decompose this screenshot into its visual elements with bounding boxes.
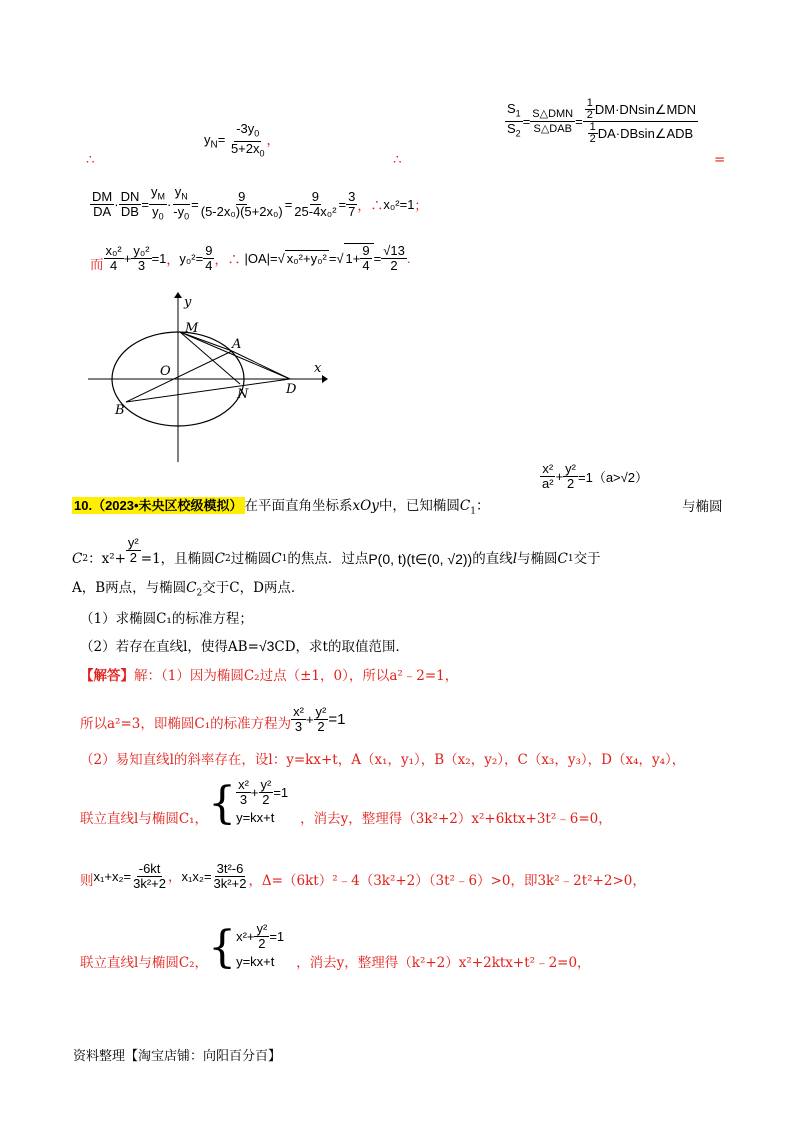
problem-t1: 在平面直角坐标系	[244, 498, 353, 514]
f3-num: 3	[348, 188, 356, 204]
solution-s6a: 联立直线l与椭圆C₂，	[80, 955, 209, 971]
da: DA	[93, 203, 112, 219]
label-m: M	[185, 321, 199, 336]
s1-sub: 1	[515, 109, 521, 119]
y0sq: y₀²=	[179, 250, 204, 266]
problem-c2-c: C	[186, 580, 197, 596]
s2-den1: 3	[294, 719, 303, 734]
label-a: A	[232, 337, 242, 352]
ell-num1: x₀²	[105, 242, 122, 258]
y0-den: 4	[205, 257, 213, 273]
sys1-eq: =1	[273, 784, 289, 800]
yn-lhs-sub: N	[210, 139, 218, 151]
sys1-num1: x²	[238, 777, 249, 792]
problem-c2-b: C	[214, 550, 226, 567]
f1-num: 9	[238, 188, 246, 204]
brace-2: {	[208, 921, 237, 973]
rad2-den: 4	[362, 258, 370, 273]
ratio-tail: =	[714, 152, 726, 168]
problem-c2: C	[72, 550, 83, 567]
solution-s4b: ，消去y，整理得（3k²+2）x²+6ktx+3t²﹣6=0，	[300, 811, 612, 827]
half-num-1: 1	[586, 97, 593, 109]
yn-num: -3y	[236, 121, 255, 136]
tri-dmn: S△DMN	[532, 108, 574, 120]
triangle-area-fraction	[530, 107, 575, 136]
my0-sub: 0	[184, 211, 190, 222]
line3-mid2: ，∴	[214, 252, 241, 268]
solution-line6	[80, 922, 591, 973]
solution-s5a: 则	[80, 873, 94, 889]
prod-lhs: x₁x₂=	[181, 869, 212, 884]
y0-num: 9	[205, 242, 213, 258]
problem-10-line1	[72, 496, 732, 522]
therefore-1: ∴	[86, 152, 95, 168]
rad2a: 1+	[345, 251, 361, 266]
problem-c1-b: C	[271, 550, 282, 567]
question-2	[80, 636, 409, 657]
c1-den2: 2	[566, 476, 575, 491]
f2-den: 25-4x₀²	[294, 203, 337, 219]
sys2-r1a: x²+	[236, 928, 255, 944]
c1-den1: a²	[542, 476, 554, 491]
problem-c2-c-sub: 2	[196, 588, 203, 599]
solution-s1: 解：（1）因为椭圆C₂过点（±1，0），所以a²﹣2=1，	[134, 668, 459, 684]
sine-area-fraction	[583, 98, 698, 145]
c1-num1: x²	[542, 461, 554, 476]
oa-label: |OA|=	[244, 250, 278, 266]
ym-sub: M	[157, 191, 165, 202]
solution-line5	[80, 862, 646, 891]
sum-num: -6kt	[138, 861, 161, 876]
system-1: { $\frac{\text{x²}}{3}$ + $\frac{\text{y²}}{2}$ =1 y=kx+t	[208, 777, 289, 829]
problem-c1-sub: 1	[470, 506, 476, 517]
line3-eq3: =	[373, 250, 382, 266]
prod-num: 3t²-6	[216, 861, 244, 876]
solution-s2a: 所以a²=3，即椭圆C₁的标准方程为	[80, 716, 292, 732]
sum-lhs: x₁+x₂=	[93, 869, 132, 884]
problem-t10: 交于	[202, 580, 230, 596]
therefore-2: ∴	[393, 152, 402, 168]
line2-tail: ，∴	[357, 198, 384, 214]
system-2	[208, 922, 284, 973]
problem-t4: 过椭圆	[230, 550, 272, 567]
ell-eq: =1	[151, 250, 167, 266]
problem-number: 10.（2023•未央区校级模拟）	[74, 498, 243, 513]
x-axis-arrow	[322, 375, 328, 383]
yn-lhs: y	[204, 131, 211, 147]
label-x: x	[314, 361, 322, 376]
problem-xoy: xOy	[352, 498, 379, 514]
line2-semi: ；	[414, 197, 428, 213]
tri-dab: S△DAB	[533, 123, 572, 135]
problem-t11: C，D两点．	[229, 580, 305, 596]
yn-den: 5+2x	[230, 140, 260, 156]
problem-c2-sub: 2	[82, 553, 89, 564]
rad2-num: 9	[362, 243, 370, 258]
yn2: y	[174, 184, 182, 199]
c1-cond: =1（a>√2）	[578, 470, 649, 485]
problem-c1-c-sub: 1	[567, 553, 574, 564]
c1-standard-eq: $\frac{\text{x²}}{3}$ + $\frac{\text{y²}}{2}$ =1	[293, 704, 346, 734]
c1-equation: $\frac{\text{x²}}{\text{a²}}$ + $\frac{\text{y²}}{2}$ =1（a>√2）	[542, 461, 649, 491]
dm: DM	[92, 188, 113, 204]
solution-line1	[80, 666, 458, 686]
sys1-num2: y²	[260, 777, 272, 792]
area-ratio	[505, 98, 698, 145]
solution-line4	[80, 778, 612, 829]
y-axis-arrow	[174, 292, 182, 298]
f2-num: 9	[311, 188, 320, 204]
res-den: 2	[390, 257, 398, 273]
sys1-den2: 2	[262, 792, 270, 807]
problem-t7: 与椭圆	[517, 550, 558, 567]
product-line: $\frac{DM}{DA}$ · $\frac{DN}{DB}$ = $\frac{y_M}{y_0}$ · $\frac{y_N}{-y_0}$ = $\frac{9}{\text{(5-2x₀)(5+2x₀)}}$ = $\frac{9}{\text{25-4x₀²}}$ = $\frac{3}{7}$ ，∴ x₀²=1 ；	[92, 184, 428, 222]
s2-eq: =1	[328, 710, 346, 728]
problem-t8: 交于	[573, 550, 601, 567]
half-den-2: 2	[589, 133, 596, 145]
yn-num-sub: 0	[254, 128, 260, 139]
brace-1: {	[208, 777, 237, 829]
label-n: N	[237, 387, 249, 402]
db: DB	[120, 203, 139, 219]
line3-mid: ，	[166, 251, 180, 267]
footer-text: 资料整理【淘宝店铺：向阳百分百】	[73, 1049, 282, 1064]
solution-line3: （2）易知直线l的斜率存在，设l：y=kx+t，A（x₁，y₁），B（x₂，y₂），C（x₃，y₃），D（x₄，y₄），	[80, 752, 686, 768]
problem-c1-b-sub: 1	[281, 553, 288, 564]
label-b: B	[115, 403, 125, 418]
solution-s4a: 联立直线l与椭圆C₁，	[80, 811, 209, 827]
label-o: O	[160, 364, 171, 379]
yn-tail: ，	[266, 132, 280, 148]
ellipse-figure	[88, 292, 328, 462]
s2-sub: 2	[515, 128, 521, 139]
ell-num2: y₀²	[133, 242, 150, 258]
vieta-sum	[94, 862, 169, 891]
c2-den: 2	[129, 550, 137, 565]
yn2-sub: N	[181, 191, 188, 202]
sys2-den: 2	[258, 936, 266, 951]
c1-num2: y²	[565, 461, 576, 476]
ell-den1: 4	[110, 257, 118, 273]
line3-end: .	[406, 250, 411, 266]
question-1: （1）求椭圆C₁的标准方程；	[80, 611, 253, 627]
s1: S	[507, 101, 516, 117]
c2-eq-pre: ：x²+	[88, 550, 126, 567]
sys1-row2: y=kx+t	[236, 810, 275, 825]
x0sq: x₀²=1	[383, 196, 415, 212]
ratio-r1: DM·DNsin∠MDN	[594, 101, 697, 117]
y0-sub: 0	[158, 211, 164, 222]
q2a: （2）若存在直线l，使得AB=	[80, 639, 259, 655]
point-p: P(0, t)(t∈(0, √2))	[368, 550, 473, 567]
yn-expression: $y_N=$ $\frac{-3y_0}{5+2x_0}$ ，	[204, 121, 280, 159]
q2-sqrt: √3	[258, 638, 275, 654]
oa-line: 而 $\frac{\text{x₀²}}{4}$ + $\frac{\text{y₀²}}{3}$ =1 ， y₀²= $\frac{9}{4}$ ，∴ |OA|= √ x₀²+y₀² = √ 1+ $\frac{9}{4}$ = $\frac{√13}{2}$ .	[90, 242, 411, 273]
ratio-r2: DA·DBsin∠ADB	[597, 125, 694, 141]
yn-fraction	[229, 122, 267, 160]
problem-t2: 中，已知椭圆	[378, 498, 460, 514]
s2-num2: y²	[315, 704, 327, 719]
answer-tag: 【解答】	[80, 668, 134, 684]
sys2-row2: y=kx+t	[236, 954, 275, 969]
half-den-1: 2	[586, 109, 593, 121]
y0: y	[152, 203, 159, 219]
f3-den: 7	[348, 203, 356, 219]
ratio-eq-1: =	[522, 114, 531, 129]
sys2-eq: =1	[269, 928, 285, 944]
q2b: CD，求t的取值范围．	[274, 639, 409, 655]
ratio-eq-2: =	[575, 114, 583, 129]
f1-den: (5-2x₀)(5+2x₀)	[200, 203, 283, 219]
sys1-den1: 3	[239, 792, 248, 807]
prod-den: 3k²+2	[213, 876, 247, 891]
ell-den2: 3	[137, 257, 146, 273]
problem-l: l	[512, 550, 518, 567]
ym: y	[150, 184, 158, 199]
sum-den: 3k²+2	[133, 876, 167, 891]
problem-c2-b-sub: 2	[225, 553, 231, 564]
res-num: √13	[383, 242, 405, 258]
half-num-2: 1	[589, 121, 596, 133]
solution-line2	[80, 705, 346, 734]
solution-s5b: ，Δ=（6kt）²﹣4（3k²+2）（3t²﹣6）>0，即3k²﹣2t²+2>0，	[248, 873, 646, 889]
yn-den-sub: 0	[259, 148, 265, 159]
problem-t5: 的焦点．过点	[287, 550, 369, 567]
s2: S	[507, 121, 516, 136]
problem-c1-c: C	[557, 550, 568, 567]
er: 而	[90, 257, 104, 273]
s2-num1: x²	[293, 704, 304, 719]
problem-10-line3	[72, 578, 304, 604]
line-mn	[180, 332, 240, 384]
dn: DN	[120, 188, 140, 204]
s2-den2: 2	[317, 719, 325, 734]
vieta-product	[182, 862, 249, 891]
s1-s2-fraction	[505, 102, 523, 140]
label-d: D	[286, 382, 297, 397]
problem-t3: 与椭圆	[682, 499, 723, 515]
sys2-num: y²	[256, 921, 268, 936]
c2-eq-post: =1，且椭圆	[140, 550, 215, 567]
problem-c1: C	[459, 498, 471, 514]
problem-t9: A，B两点，与椭圆	[72, 580, 187, 596]
problem-colon: ：	[475, 498, 490, 514]
label-y: y	[184, 295, 192, 310]
problem-t6: 的直线	[472, 550, 513, 567]
vieta-sep: ，	[168, 868, 182, 885]
oa-radicand: x₀²+y₀²	[286, 250, 327, 266]
problem-10-line2	[72, 535, 601, 573]
line3-eq2: =	[328, 250, 337, 266]
solution-s6b: ，消去y，整理得（k²+2）x²+2ktx+t²﹣2=0，	[296, 955, 591, 971]
c2-num: y²	[127, 535, 139, 550]
my0: -y	[173, 203, 185, 219]
